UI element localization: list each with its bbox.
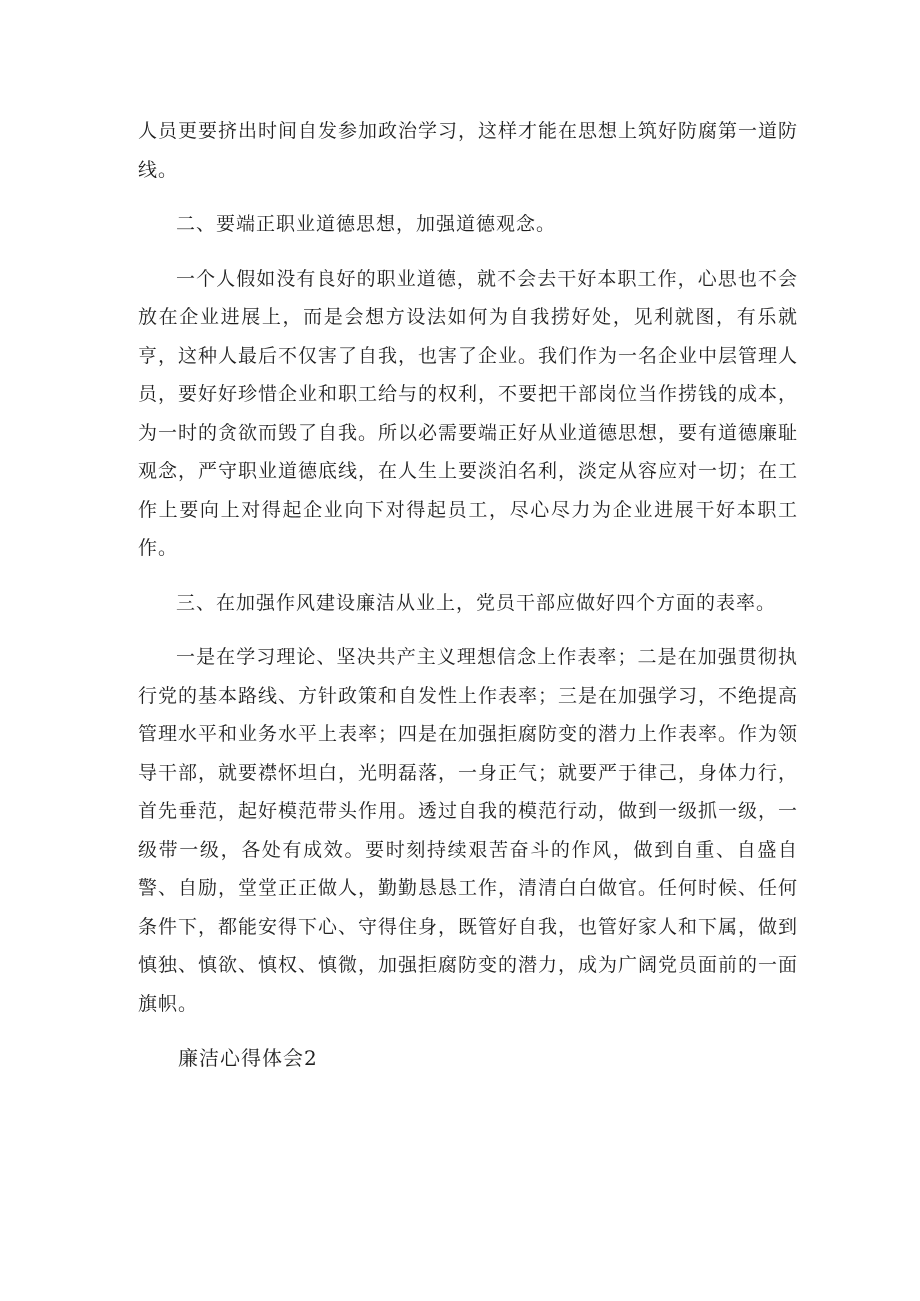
continuation-paragraph: 人员更要挤出时间自发参加政治学习，这样才能在思想上筑好防腐第一道防线。	[138, 120, 799, 181]
section-heading-2: 二、要端正职业道德思想，加强道德观念。	[176, 213, 557, 235]
next-article-title: 廉洁心得体会2	[178, 1046, 318, 1070]
document-body	[138, 112, 798, 1078]
paragraph-four-exemplars: 一是在学习理论、坚决共产主义理想信念上作表率；二是在加强贯彻执行党的基本路线、方针政策和自发性上作表率；三是在加强学习，不绝提高管理水平和业务水平上表率；四是在加强拒腐防变的潜力上作表率。作为领导干部，就要襟怀坦白，光明磊落，一身正气；就要严于律己，身体力行，首先垂范，起好模范带头作用。透过自我的模范行动，做到一级抓一级，一级带一级，各处有成效。要时刻持续艰苦奋斗的作风，做到自重、自盛自警、自励，堂堂正正做人，勤勤恳恳工作，清清白白做官。任何时候、任何条件下，都能安得下心、守得住身，既管好自我，也管好家人和下属，做到慎独、慎欲、慎权、慎微，加强拒腐防变的潜力，成为广阔党员面前的一面旗帜。	[138, 646, 799, 1015]
paragraph-professional-ethics: 一个人假如没有良好的职业道德，就不会去干好本职工作，心思也不会放在企业进展上，而是会想方设法如何为自我捞好处，见利就图，有乐就亨，这种人最后不仅害了自我，也害了企业。我们作为一名企业中层管理人员，要好好珍惜企业和职工给与的权利，不要把干部岗位当作捞钱的成本，为一时的贪欲而毁了自我。所以必需要端正好从业道德思想，要有道德廉耻观念，严守职业道德底线，在人生上要淡泊名利，淡定从容应对一切；在工作上要向上对得起企业向下对得起员工，尽心尽力为企业进展干好本职工作。	[138, 267, 799, 559]
section-heading-3: 三、在加强作风建设廉洁从业上，党员干部应做好四个方面的表率。	[176, 591, 777, 614]
